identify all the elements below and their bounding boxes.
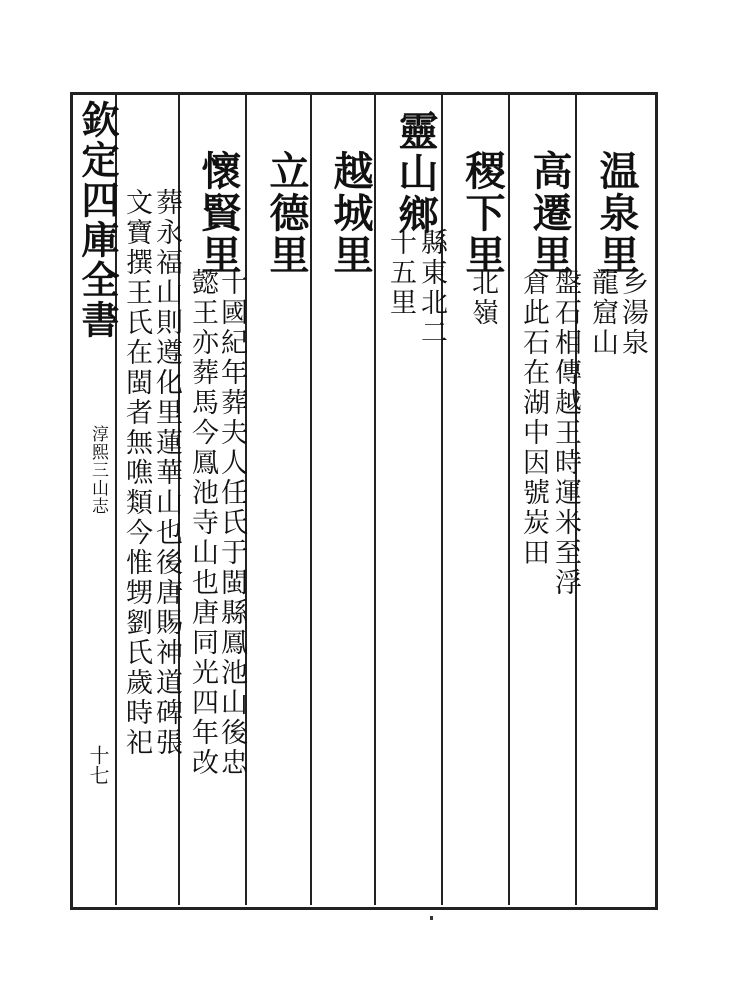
entry-note: 葬永福山則遵化里蓮華山也後唐賜神道碑張	[151, 188, 182, 758]
entry-heading: 懷賢里	[195, 150, 242, 276]
entry-note: 十五里	[385, 228, 416, 318]
entry-note: 盤石相傳越王時運米至浮	[550, 268, 581, 598]
entry-note: 文寶撰王氏在閩者無噍類今惟甥劉氏歲時祀	[121, 188, 152, 758]
page-number: 十七	[86, 745, 110, 785]
entry-heading: 高遷里	[526, 150, 573, 276]
book-title: 淳熙三山志	[88, 425, 108, 515]
entry-heading: 温泉里	[593, 150, 640, 276]
ink-speck	[430, 916, 433, 920]
entry-heading: 稷下里	[459, 150, 506, 276]
entry-heading: 靈山鄉	[392, 110, 439, 236]
entry-heading: 越城里	[327, 150, 374, 276]
entry-heading: 立德里	[263, 150, 310, 276]
entry-note: 十國紀年葬夫人任氏于閩縣鳳池山後忠	[216, 268, 247, 778]
entry-note: 倉此石在湖中因號炭田	[518, 268, 549, 568]
library-title: 欽定四庫全書	[75, 100, 120, 340]
entry-note: 乡湯泉	[617, 268, 648, 358]
entry-note: 縣東北二	[416, 228, 447, 348]
entry-note: 懿王亦葬馬今鳳池寺山也唐同光四年改	[187, 268, 218, 778]
entry-note: 龍窟山	[587, 268, 618, 358]
entry-note: 北嶺	[467, 268, 498, 328]
